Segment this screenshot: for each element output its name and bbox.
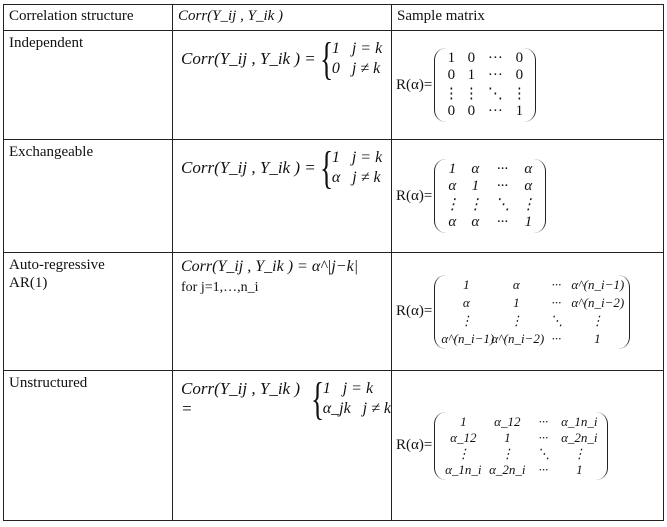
matrix-entry: α_12	[494, 413, 521, 429]
matrix-entry: α_2n_i	[489, 461, 526, 477]
matrix-entry: 0	[515, 67, 524, 83]
header-corr-formula: Corr(Y_ij , Y_ik )	[173, 5, 392, 31]
matrix-entry: 1	[447, 50, 456, 66]
matrix-entry: 1	[467, 67, 476, 83]
matrix-entry: ⋱	[494, 197, 510, 213]
matrix-entry: 1	[460, 413, 467, 429]
matrix-entry: 1	[504, 429, 511, 445]
sample-matrix: R(α)= 1 α ··· α^(n_i−1) α 1 ··· α^(n_i−2) ⋮ ⋮ ⋱ ⋮ α^(n_i−1) α^(n_i−2) ··· 1	[396, 253, 630, 370]
matrix-entry: 0	[447, 103, 456, 119]
matrix-entry: ···	[496, 178, 508, 194]
matrix-entry: ···	[487, 67, 503, 83]
header-row	[4, 5, 664, 31]
row-independent	[4, 31, 664, 140]
matrix-entry: ⋮	[463, 86, 479, 102]
formula: Corr(Y_ij , Y_ik ) = { 1 j = k α_jk j ≠ k	[181, 373, 391, 424]
matrix-entry: 1	[471, 178, 480, 194]
matrix-entry: 1	[576, 461, 583, 477]
matrix-entry: ···	[551, 330, 562, 346]
matrix-entry: ⋮	[572, 445, 586, 461]
structure-name: Exchangeable	[4, 140, 173, 253]
matrix-entry: ⋮	[500, 445, 514, 461]
structure-name: Independent	[4, 31, 173, 140]
matrix-entry: α	[448, 178, 457, 194]
brace: {	[319, 33, 334, 84]
matrix-entry: ···	[496, 214, 508, 230]
matrix-entry: 0	[447, 67, 456, 83]
matrix-entry: ···	[551, 276, 562, 292]
matrix-entry: ···	[538, 413, 549, 429]
matrix-entry: α_2n_i	[561, 429, 598, 445]
row-unstructured	[4, 371, 664, 521]
matrix-entry: α_1n_i	[445, 461, 482, 477]
matrix-entry: ···	[551, 294, 562, 310]
matrix-entry: ⋮	[443, 86, 459, 102]
matrix-entry: α	[462, 294, 470, 310]
sample-matrix: R(α)= 1 α_12 ··· α_1n_i α_12 1 ··· α_2n_i ⋮ ⋮ ⋱ ⋮ α_1n_i α_2n_i ··· 1	[396, 371, 608, 520]
formula: Corr(Y_ij , Y_ik ) = { 1 j = k 0 j ≠ k	[181, 33, 383, 84]
header-correlation-structure: Correlation structure	[4, 5, 173, 31]
matrix-entry: ⋮	[511, 86, 527, 102]
matrix-entry: ···	[538, 461, 549, 477]
matrix-entry: α^(n_i−1)	[571, 276, 625, 292]
matrix-entry: 0	[467, 50, 476, 66]
matrix-entry: α	[524, 161, 533, 177]
structure-name: Auto-regressive AR(1)	[4, 253, 173, 371]
matrix-entry: ⋱	[487, 86, 503, 102]
brace: {	[310, 373, 324, 424]
matrix-entry: ⋮	[444, 197, 460, 213]
matrix-entry: ⋮	[590, 312, 604, 328]
matrix-entry: α	[448, 214, 457, 230]
matrix-entry: ⋮	[459, 312, 473, 328]
matrix-entry: 1	[513, 294, 520, 310]
matrix-entry: ⋮	[467, 197, 483, 213]
formula: Corr(Y_ij , Y_ik ) = α^|j−k|	[181, 258, 359, 275]
matrix-entry: 1	[515, 103, 524, 119]
matrix-entry: α^(n_i−2)	[571, 294, 625, 310]
matrix-entry: 0	[515, 50, 524, 66]
matrix-entry: ⋮	[520, 197, 536, 213]
sample-matrix: R(α)= 1 α ··· α α 1 ··· α ⋮ ⋮ ⋱ ⋮ α α ··· 1	[396, 140, 546, 252]
matrix-entry: α	[524, 178, 533, 194]
matrix-entry: 1	[594, 330, 601, 346]
matrix-entry: ···	[496, 161, 508, 177]
brace: {	[319, 142, 334, 193]
matrix-entry: ⋱	[536, 445, 550, 461]
matrix-entry: ⋮	[456, 445, 470, 461]
matrix-entry: ⋮	[509, 312, 523, 328]
matrix-entry: α_1n_i	[561, 413, 598, 429]
matrix-entry: ···	[538, 429, 549, 445]
matrix-entry: α	[471, 161, 480, 177]
row-auto-regressive	[4, 253, 664, 371]
matrix-entry: ⋱	[549, 312, 563, 328]
matrix-entry: α	[471, 214, 480, 230]
matrix-entry: α	[512, 276, 520, 292]
header-sample-matrix: Sample matrix	[392, 5, 664, 31]
matrix-entry: α_12	[450, 429, 477, 445]
matrix-entry: ···	[487, 50, 503, 66]
matrix-entry: α^(n_i−1)	[441, 330, 495, 346]
formula: Corr(Y_ij , Y_ik ) = { 1 j = k α j ≠ k	[181, 142, 383, 193]
matrix-entry: 1	[448, 161, 457, 177]
matrix-entry: 1	[524, 214, 533, 230]
matrix-entry: ···	[487, 103, 503, 119]
correlation-table	[3, 4, 664, 521]
matrix-entry: α^(n_i−2)	[491, 330, 545, 346]
sample-matrix: R(α)= 1 0 ··· 0 0 1 ··· 0 ⋮ ⋮ ⋱ ⋮ 0 0 ··· 1	[396, 31, 536, 139]
formula-range: for j=1,…,n_i	[181, 280, 259, 295]
row-exchangeable	[4, 140, 664, 253]
structure-name: Unstructured	[4, 371, 173, 521]
matrix-entry: 0	[467, 103, 476, 119]
matrix-entry: 1	[463, 276, 470, 292]
